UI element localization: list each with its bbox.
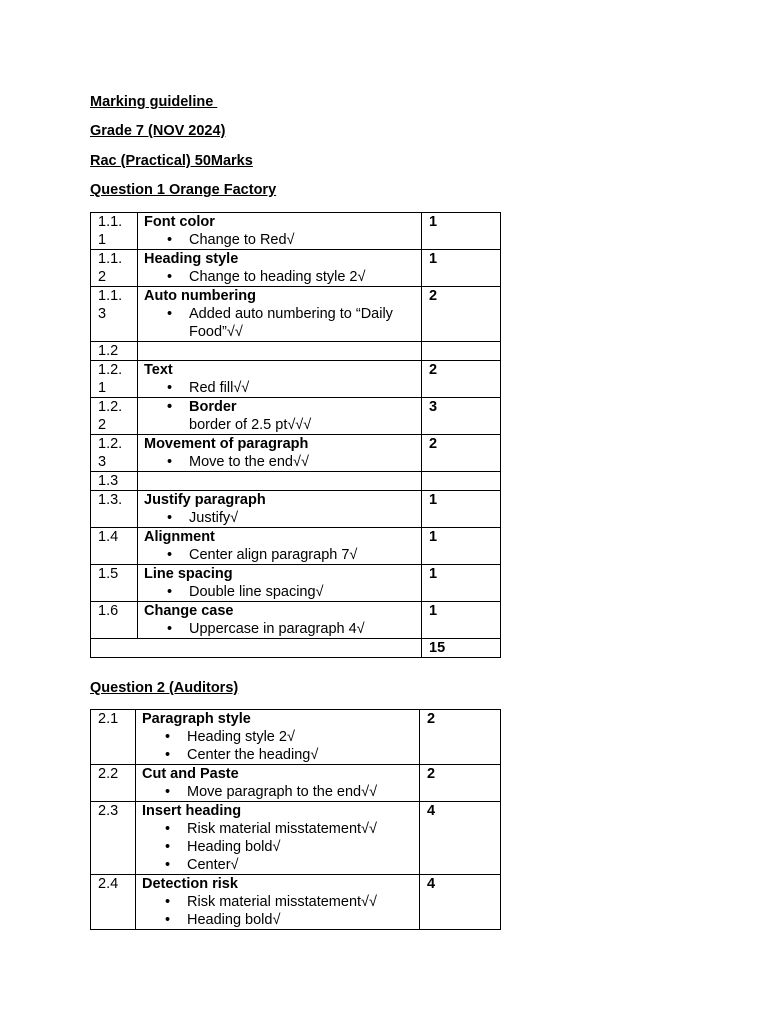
list-item: • Center align paragraph 7√ — [189, 546, 421, 564]
list-item: • Move paragraph to the end√√ — [187, 783, 419, 801]
table-row — [91, 287, 501, 342]
item-mark: 2 — [422, 435, 501, 472]
list-item: • Change to Red√ — [189, 231, 421, 249]
item-mark: 1 — [422, 213, 501, 250]
table-row — [91, 213, 501, 250]
item-title: Heading style — [144, 251, 239, 267]
question-1-table — [90, 212, 501, 658]
item-title: Paragraph style — [142, 711, 251, 727]
list-item: • Uppercase in paragraph 4√ — [189, 620, 421, 638]
item-title: Font color — [144, 214, 215, 230]
heading-grade: Grade 7 (NOV 2024) — [90, 123, 226, 139]
item-description — [136, 802, 420, 875]
list-item: • Double line spacing√ — [189, 583, 421, 601]
item-description — [138, 213, 422, 250]
heading-marking-guideline: Marking guideline — [90, 94, 218, 110]
table-row — [91, 602, 501, 639]
heading-question-1: Question 1 Orange Factory — [90, 182, 277, 198]
item-title: Insert heading — [142, 803, 242, 819]
item-number: 2.4 — [91, 875, 136, 930]
item-description — [138, 435, 422, 472]
item-description — [138, 491, 422, 528]
item-number: 1.2 — [91, 342, 138, 361]
item-mark: 1 — [422, 565, 501, 602]
item-title: Change case — [144, 603, 234, 619]
list-item: • Change to heading style 2√ — [189, 268, 421, 286]
heading-question-2: Question 2 (Auditors) — [90, 680, 239, 696]
item-number: 1.5 — [91, 565, 138, 602]
item-mark: 1 — [422, 528, 501, 565]
question-2-table — [90, 709, 501, 930]
heading-rac-practical: Rac (Practical) 50Marks — [90, 153, 253, 169]
item-description — [138, 528, 422, 565]
total-label-cell — [91, 639, 422, 658]
item-description — [136, 710, 420, 765]
item-number: 1.2. 1 — [91, 361, 138, 398]
item-description — [138, 250, 422, 287]
item-title: Auto numbering — [144, 288, 256, 304]
list-item: • Heading bold√ — [187, 911, 419, 929]
item-mark: 3 — [422, 398, 501, 435]
item-mark: 2 — [420, 710, 501, 765]
item-mark: 4 — [420, 802, 501, 875]
item-number: 2.1 — [91, 710, 136, 765]
table-row — [91, 875, 501, 930]
item-description — [138, 398, 422, 435]
table-row — [91, 361, 501, 398]
item-number: 1.6 — [91, 602, 138, 639]
table-row — [91, 528, 501, 565]
item-number: 1.3. — [91, 491, 138, 528]
item-mark — [422, 472, 501, 491]
item-description — [136, 765, 420, 802]
table-row — [91, 710, 501, 765]
item-number: 2.3 — [91, 802, 136, 875]
item-description — [138, 565, 422, 602]
list-item: • Risk material misstatement√√ — [187, 893, 419, 911]
item-title: Text — [144, 362, 173, 378]
item-mark: 2 — [422, 287, 501, 342]
table-row — [91, 435, 501, 472]
item-mark: 2 — [420, 765, 501, 802]
item-mark: 1 — [422, 602, 501, 639]
item-number: 1.1. 1 — [91, 213, 138, 250]
item-number: 1.2. 3 — [91, 435, 138, 472]
item-mark: 1 — [422, 491, 501, 528]
list-item: • Center√ — [187, 856, 419, 874]
item-subtext: border of 2.5 pt√√√ — [189, 417, 312, 433]
item-description — [138, 602, 422, 639]
total-row — [91, 639, 501, 658]
list-item: • Added auto numbering to “Daily Food”√√ — [189, 305, 421, 341]
table-row — [91, 802, 501, 875]
list-item: • Center the heading√ — [187, 746, 419, 764]
item-title: Cut and Paste — [142, 766, 239, 782]
table-row — [91, 342, 501, 361]
list-item: • Move to the end√√ — [189, 453, 421, 471]
item-description — [138, 342, 422, 361]
item-description — [138, 472, 422, 491]
item-description — [138, 287, 422, 342]
table-row — [91, 565, 501, 602]
table-row — [91, 472, 501, 491]
item-number: 2.2 — [91, 765, 136, 802]
list-item: • Risk material misstatement√√ — [187, 820, 419, 838]
item-description — [136, 875, 420, 930]
item-title: Alignment — [144, 529, 215, 545]
item-number: 1.2. 2 — [91, 398, 138, 435]
item-title: Line spacing — [144, 566, 233, 582]
item-number: 1.4 — [91, 528, 138, 565]
list-item: • Red fill√√ — [189, 379, 421, 397]
table-row — [91, 398, 501, 435]
item-mark: 2 — [422, 361, 501, 398]
total-mark: 15 — [422, 639, 501, 658]
list-item: • Border — [189, 398, 421, 416]
table-row — [91, 250, 501, 287]
item-mark: 4 — [420, 875, 501, 930]
list-item: • Heading style 2√ — [187, 728, 419, 746]
table-row — [91, 765, 501, 802]
item-title: Detection risk — [142, 876, 238, 892]
list-item: • Justify√ — [189, 509, 421, 527]
item-number: 1.1. 2 — [91, 250, 138, 287]
item-mark: 1 — [422, 250, 501, 287]
item-title: Justify paragraph — [144, 492, 266, 508]
item-mark — [422, 342, 501, 361]
item-number: 1.1. 3 — [91, 287, 138, 342]
table-row — [91, 491, 501, 528]
list-item: • Heading bold√ — [187, 838, 419, 856]
item-number: 1.3 — [91, 472, 138, 491]
item-title: Movement of paragraph — [144, 436, 309, 452]
item-description — [138, 361, 422, 398]
